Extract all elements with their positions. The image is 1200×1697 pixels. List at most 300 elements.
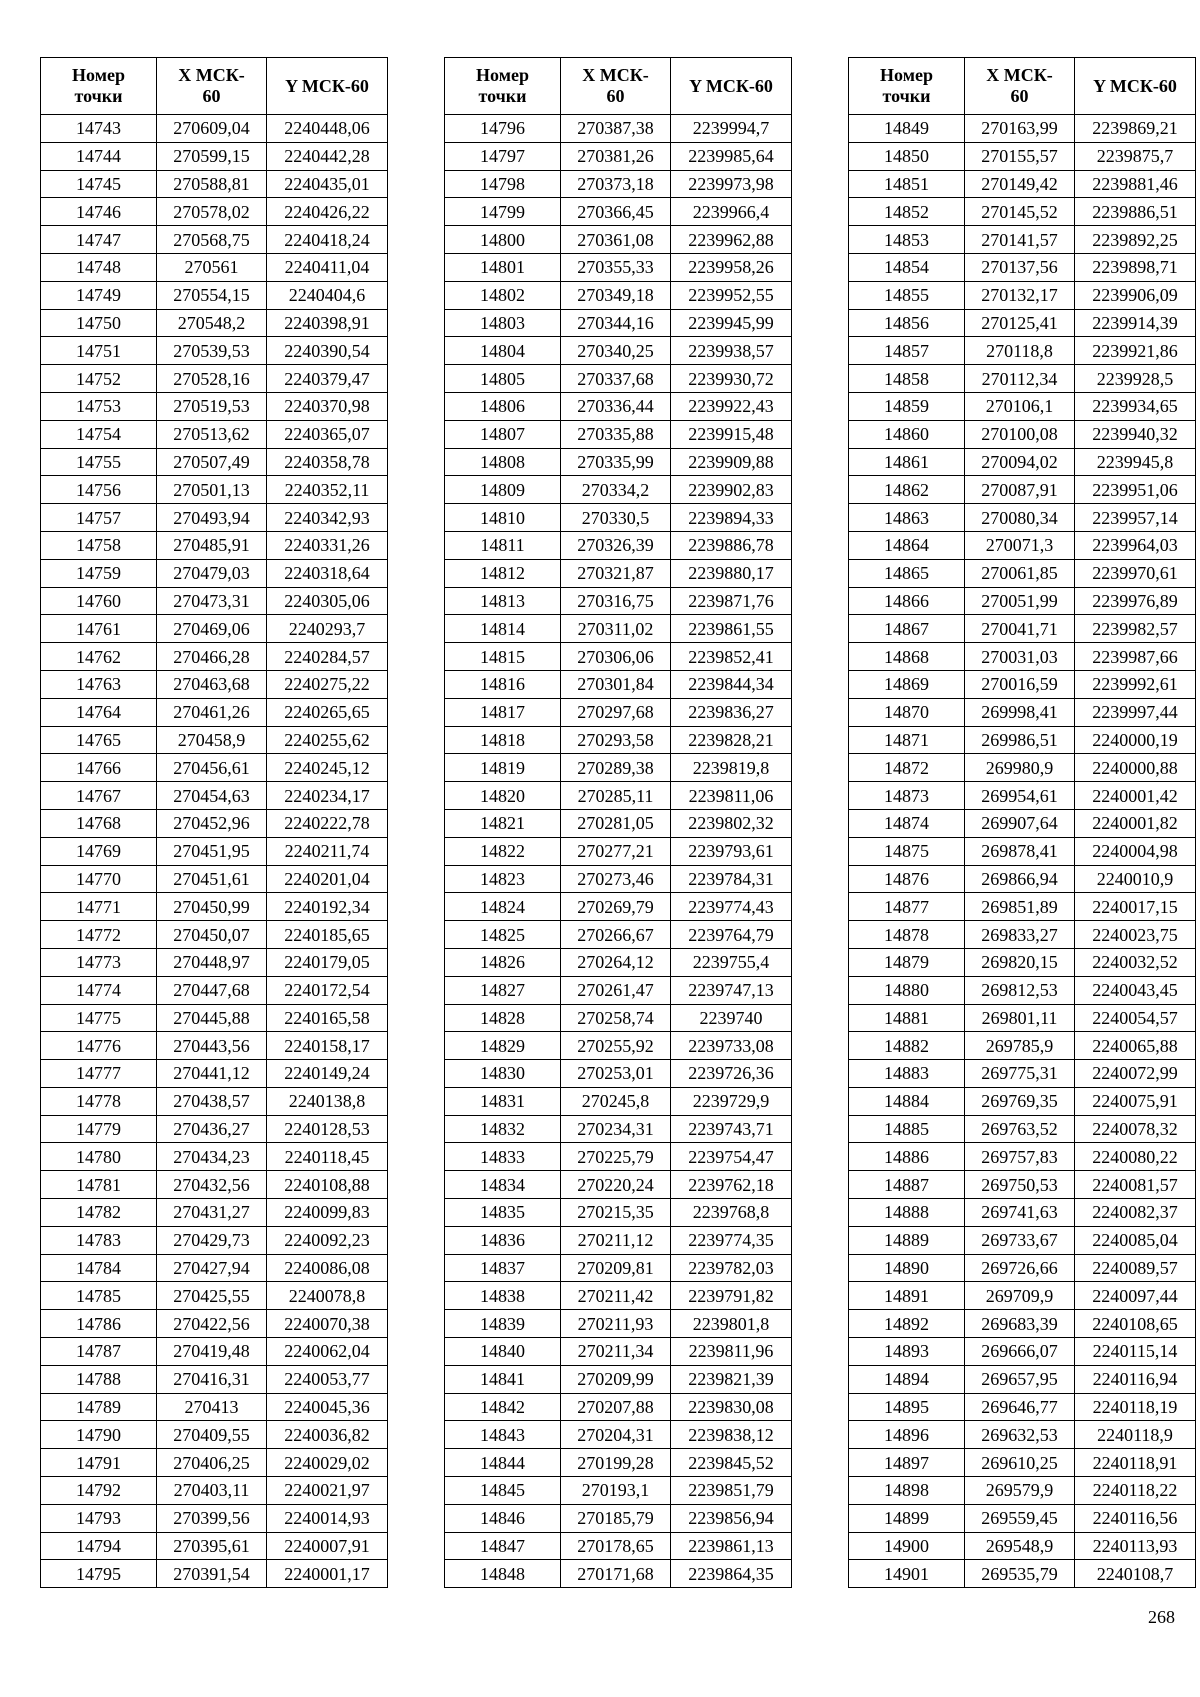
x-coordinate-cell: 270349,18	[561, 281, 671, 309]
table-row	[41, 226, 388, 254]
x-coordinate-cell: 270335,99	[561, 448, 671, 476]
point-number-cell: 14773	[41, 948, 157, 976]
y-coordinate-cell: 2240172,54	[267, 976, 388, 1004]
table-row	[41, 504, 388, 532]
point-number-cell: 14786	[41, 1310, 157, 1338]
table-row	[41, 1365, 388, 1393]
y-coordinate-cell: 2240017,15	[1075, 893, 1196, 921]
point-number-cell: 14808	[445, 448, 561, 476]
x-coordinate-cell: 270361,08	[561, 226, 671, 254]
y-coordinate-cell: 2240075,91	[1075, 1087, 1196, 1115]
y-coordinate-cell: 2240404,6	[267, 281, 388, 309]
x-coordinate-cell: 270451,95	[157, 837, 267, 865]
x-coordinate-cell: 270548,2	[157, 309, 267, 337]
x-coordinate-cell: 270561	[157, 253, 267, 281]
point-number-cell: 14788	[41, 1365, 157, 1393]
x-coordinate-cell: 269785,9	[965, 1032, 1075, 1060]
y-coordinate-cell: 2240275,22	[267, 670, 388, 698]
point-number-cell: 14822	[445, 837, 561, 865]
point-number-cell: 14753	[41, 392, 157, 420]
point-number-cell: 14791	[41, 1449, 157, 1477]
point-number-cell: 14787	[41, 1338, 157, 1366]
point-number-cell: 14850	[849, 142, 965, 170]
table-row	[849, 1060, 1196, 1088]
y-coordinate-cell: 2239762,18	[671, 1171, 792, 1199]
y-coordinate-cell: 2239902,83	[671, 476, 792, 504]
table-row	[849, 1504, 1196, 1532]
x-coordinate-cell: 270211,34	[561, 1338, 671, 1366]
y-coordinate-cell: 2239964,03	[1075, 531, 1196, 559]
x-coordinate-cell: 270340,25	[561, 337, 671, 365]
table-row	[41, 698, 388, 726]
point-number-cell: 14776	[41, 1032, 157, 1060]
y-coordinate-cell: 2240010,9	[1075, 865, 1196, 893]
point-number-cell: 14807	[445, 420, 561, 448]
x-coordinate-cell: 270493,94	[157, 504, 267, 532]
table-row	[445, 365, 792, 393]
y-coordinate-cell: 2240118,91	[1075, 1449, 1196, 1477]
point-number-cell: 14879	[849, 948, 965, 976]
point-number-cell: 14833	[445, 1143, 561, 1171]
point-number-cell: 14820	[445, 782, 561, 810]
y-coordinate-cell: 2240398,91	[267, 309, 388, 337]
x-coordinate-cell: 270141,57	[965, 226, 1075, 254]
x-coordinate-cell: 270451,61	[157, 865, 267, 893]
x-coordinate-cell: 270422,56	[157, 1310, 267, 1338]
coordinates-table-2	[444, 57, 792, 1588]
y-coordinate-cell: 2240021,97	[267, 1477, 388, 1505]
table-row	[445, 559, 792, 587]
y-coordinate-cell: 2239852,41	[671, 643, 792, 671]
y-coordinate-cell: 2239921,86	[1075, 337, 1196, 365]
point-number-cell: 14757	[41, 504, 157, 532]
table-row	[41, 865, 388, 893]
table-row	[849, 226, 1196, 254]
x-coordinate-cell: 269726,66	[965, 1254, 1075, 1282]
x-coordinate-cell: 270599,15	[157, 142, 267, 170]
point-number-cell: 14848	[445, 1560, 561, 1588]
point-number-cell: 14815	[445, 643, 561, 671]
point-number-cell: 14832	[445, 1115, 561, 1143]
point-number-cell: 14769	[41, 837, 157, 865]
table-row	[41, 587, 388, 615]
table-row	[41, 893, 388, 921]
x-coordinate-cell: 270071,3	[965, 531, 1075, 559]
table-row	[849, 531, 1196, 559]
point-number-cell: 14782	[41, 1199, 157, 1227]
x-coordinate-cell: 270145,52	[965, 198, 1075, 226]
x-coordinate-cell: 270381,26	[561, 142, 671, 170]
point-number-cell: 14872	[849, 754, 965, 782]
point-number-cell: 14816	[445, 670, 561, 698]
point-number-cell: 14765	[41, 726, 157, 754]
table-row	[41, 1032, 388, 1060]
x-coordinate-cell: 270051,99	[965, 587, 1075, 615]
y-coordinate-cell: 2240092,23	[267, 1226, 388, 1254]
x-coordinate-cell: 270438,57	[157, 1087, 267, 1115]
table-row	[849, 1338, 1196, 1366]
point-number-cell: 14838	[445, 1282, 561, 1310]
y-coordinate-cell: 2240116,94	[1075, 1365, 1196, 1393]
x-coordinate-cell: 270301,84	[561, 670, 671, 698]
x-coordinate-cell: 269548,9	[965, 1532, 1075, 1560]
point-number-cell: 14881	[849, 1004, 965, 1032]
y-coordinate-cell: 2239755,4	[671, 948, 792, 976]
table-row	[41, 170, 388, 198]
y-coordinate-cell: 2239764,79	[671, 921, 792, 949]
y-coordinate-cell: 2240070,38	[267, 1310, 388, 1338]
table-row	[41, 1143, 388, 1171]
x-coordinate-cell: 270463,68	[157, 670, 267, 698]
table-row	[849, 309, 1196, 337]
table-row	[849, 1532, 1196, 1560]
table-row	[445, 1504, 792, 1532]
y-coordinate-cell: 2240023,75	[1075, 921, 1196, 949]
x-coordinate-cell: 270118,8	[965, 337, 1075, 365]
header-y-coordinate: Y МСК-60	[1075, 58, 1196, 115]
point-number-cell: 14899	[849, 1504, 965, 1532]
table-row	[445, 476, 792, 504]
x-coordinate-cell: 270080,34	[965, 504, 1075, 532]
x-coordinate-cell: 270225,79	[561, 1143, 671, 1171]
table-row	[849, 115, 1196, 143]
y-coordinate-cell: 2239791,82	[671, 1282, 792, 1310]
y-coordinate-cell: 2240158,17	[267, 1032, 388, 1060]
table-row	[445, 1393, 792, 1421]
table-row	[445, 170, 792, 198]
x-coordinate-cell: 270316,75	[561, 587, 671, 615]
y-coordinate-cell: 2239821,39	[671, 1365, 792, 1393]
y-coordinate-cell: 2240128,53	[267, 1115, 388, 1143]
point-number-cell: 14867	[849, 615, 965, 643]
point-number-cell: 14809	[445, 476, 561, 504]
x-coordinate-cell: 270204,31	[561, 1421, 671, 1449]
table-row	[41, 365, 388, 393]
table-row	[445, 226, 792, 254]
x-coordinate-cell: 270403,11	[157, 1477, 267, 1505]
table-row	[41, 1282, 388, 1310]
point-number-cell: 14778	[41, 1087, 157, 1115]
table-row	[41, 976, 388, 1004]
table-row	[849, 559, 1196, 587]
table-row	[849, 1199, 1196, 1227]
point-number-cell: 14837	[445, 1254, 561, 1282]
y-coordinate-cell: 2239726,36	[671, 1060, 792, 1088]
y-coordinate-cell: 2239774,35	[671, 1226, 792, 1254]
point-number-cell: 14796	[445, 115, 561, 143]
point-number-cell: 14846	[445, 1504, 561, 1532]
y-coordinate-cell: 2239819,8	[671, 754, 792, 782]
point-number-cell: 14882	[849, 1032, 965, 1060]
point-number-cell: 14751	[41, 337, 157, 365]
point-number-cell: 14869	[849, 670, 965, 698]
point-number-cell: 14792	[41, 1477, 157, 1505]
x-coordinate-cell: 270387,38	[561, 115, 671, 143]
point-number-cell: 14802	[445, 281, 561, 309]
table-row	[849, 1087, 1196, 1115]
point-number-cell: 14841	[445, 1365, 561, 1393]
y-coordinate-cell: 2240342,93	[267, 504, 388, 532]
table-row	[41, 115, 388, 143]
x-coordinate-cell: 270326,39	[561, 531, 671, 559]
table-row	[445, 893, 792, 921]
x-coordinate-cell: 270334,2	[561, 476, 671, 504]
point-number-cell: 14875	[849, 837, 965, 865]
table-row	[445, 1338, 792, 1366]
x-coordinate-cell: 270469,06	[157, 615, 267, 643]
y-coordinate-cell: 2240086,08	[267, 1254, 388, 1282]
x-coordinate-cell: 269733,67	[965, 1226, 1075, 1254]
table-row	[445, 1421, 792, 1449]
point-number-cell: 14877	[849, 893, 965, 921]
y-coordinate-cell: 2239856,94	[671, 1504, 792, 1532]
y-coordinate-cell: 2240007,91	[267, 1532, 388, 1560]
x-coordinate-cell: 270479,03	[157, 559, 267, 587]
point-number-cell: 14772	[41, 921, 157, 949]
point-number-cell: 14885	[849, 1115, 965, 1143]
point-number-cell: 14814	[445, 615, 561, 643]
table-row	[849, 1449, 1196, 1477]
point-number-cell: 14777	[41, 1060, 157, 1088]
point-number-cell: 14892	[849, 1310, 965, 1338]
y-coordinate-cell: 2240081,57	[1075, 1171, 1196, 1199]
x-coordinate-cell: 269833,27	[965, 921, 1075, 949]
y-coordinate-cell: 2239962,88	[671, 226, 792, 254]
x-coordinate-cell: 270458,9	[157, 726, 267, 754]
y-coordinate-cell: 2240211,74	[267, 837, 388, 865]
table-row	[445, 115, 792, 143]
table-row	[41, 559, 388, 587]
y-coordinate-cell: 2239934,65	[1075, 392, 1196, 420]
y-coordinate-cell: 2240179,05	[267, 948, 388, 976]
x-coordinate-cell: 270450,07	[157, 921, 267, 949]
x-coordinate-cell: 270461,26	[157, 698, 267, 726]
y-coordinate-cell: 2240001,82	[1075, 809, 1196, 837]
x-coordinate-cell: 270434,23	[157, 1143, 267, 1171]
x-coordinate-cell: 270409,55	[157, 1421, 267, 1449]
table-row	[849, 587, 1196, 615]
table-row	[445, 1087, 792, 1115]
x-coordinate-cell: 270155,57	[965, 142, 1075, 170]
table-row	[41, 670, 388, 698]
point-number-cell: 14827	[445, 976, 561, 1004]
table-row	[445, 1032, 792, 1060]
y-coordinate-cell: 2240284,57	[267, 643, 388, 671]
table-row	[445, 1560, 792, 1588]
table-row	[41, 1477, 388, 1505]
point-number-cell: 14810	[445, 504, 561, 532]
table-row	[41, 782, 388, 810]
table-row	[41, 1338, 388, 1366]
point-number-cell: 14851	[849, 170, 965, 198]
x-coordinate-cell: 269775,31	[965, 1060, 1075, 1088]
x-coordinate-cell: 270321,87	[561, 559, 671, 587]
x-coordinate-cell: 269709,9	[965, 1282, 1075, 1310]
y-coordinate-cell: 2240082,37	[1075, 1199, 1196, 1227]
header-point-number: Номер точки	[445, 58, 561, 115]
x-coordinate-cell: 270436,27	[157, 1115, 267, 1143]
x-coordinate-cell: 270041,71	[965, 615, 1075, 643]
x-coordinate-cell: 270445,88	[157, 1004, 267, 1032]
point-number-cell: 14768	[41, 809, 157, 837]
table-row	[445, 726, 792, 754]
table-row	[41, 309, 388, 337]
header-x-coordinate: X МСК- 60	[965, 58, 1075, 115]
y-coordinate-cell: 2240000,88	[1075, 754, 1196, 782]
y-coordinate-cell: 2240116,56	[1075, 1504, 1196, 1532]
point-number-cell: 14758	[41, 531, 157, 559]
y-coordinate-cell: 2240358,78	[267, 448, 388, 476]
y-coordinate-cell: 2239793,61	[671, 837, 792, 865]
x-coordinate-cell: 270220,24	[561, 1171, 671, 1199]
table-row	[445, 448, 792, 476]
point-number-cell: 14749	[41, 281, 157, 309]
x-coordinate-cell: 270311,02	[561, 615, 671, 643]
x-coordinate-cell: 270087,91	[965, 476, 1075, 504]
point-number-cell: 14901	[849, 1560, 965, 1588]
point-number-cell: 14797	[445, 142, 561, 170]
x-coordinate-cell: 269741,63	[965, 1199, 1075, 1227]
y-coordinate-cell: 2240115,14	[1075, 1338, 1196, 1366]
x-coordinate-cell: 270269,79	[561, 893, 671, 921]
x-coordinate-cell: 269866,94	[965, 865, 1075, 893]
x-coordinate-cell: 269683,39	[965, 1310, 1075, 1338]
x-coordinate-cell: 270578,02	[157, 198, 267, 226]
x-coordinate-cell: 270355,33	[561, 253, 671, 281]
x-coordinate-cell: 270277,21	[561, 837, 671, 865]
x-coordinate-cell: 270406,25	[157, 1449, 267, 1477]
table-row	[445, 253, 792, 281]
y-coordinate-cell: 2240305,06	[267, 587, 388, 615]
point-number-cell: 14800	[445, 226, 561, 254]
table-row	[41, 643, 388, 671]
table-row	[849, 670, 1196, 698]
table-row	[445, 643, 792, 671]
x-coordinate-cell: 269763,52	[965, 1115, 1075, 1143]
table-row	[849, 198, 1196, 226]
point-number-cell: 14794	[41, 1532, 157, 1560]
table-row	[41, 1004, 388, 1032]
y-coordinate-cell: 2239892,25	[1075, 226, 1196, 254]
x-coordinate-cell: 270207,88	[561, 1393, 671, 1421]
table-row	[41, 809, 388, 837]
y-coordinate-cell: 2239970,61	[1075, 559, 1196, 587]
y-coordinate-cell: 2239733,08	[671, 1032, 792, 1060]
table-row	[849, 837, 1196, 865]
x-coordinate-cell: 269998,41	[965, 698, 1075, 726]
x-coordinate-cell: 270264,12	[561, 948, 671, 976]
point-number-cell: 14745	[41, 170, 157, 198]
point-number-cell: 14750	[41, 309, 157, 337]
y-coordinate-cell: 2239997,44	[1075, 698, 1196, 726]
x-coordinate-cell: 270245,8	[561, 1087, 671, 1115]
y-coordinate-cell: 2240072,99	[1075, 1060, 1196, 1088]
table-row	[445, 976, 792, 1004]
y-coordinate-cell: 2239881,46	[1075, 170, 1196, 198]
table-row	[41, 921, 388, 949]
point-number-cell: 14863	[849, 504, 965, 532]
table-row	[849, 1282, 1196, 1310]
point-number-cell: 14754	[41, 420, 157, 448]
y-coordinate-cell: 2240352,11	[267, 476, 388, 504]
x-coordinate-cell: 269579,9	[965, 1477, 1075, 1505]
y-coordinate-cell: 2240113,93	[1075, 1532, 1196, 1560]
x-coordinate-cell: 270149,42	[965, 170, 1075, 198]
table-row	[445, 837, 792, 865]
table-row	[41, 1449, 388, 1477]
y-coordinate-cell: 2239957,14	[1075, 504, 1196, 532]
x-coordinate-cell: 269632,53	[965, 1421, 1075, 1449]
y-coordinate-cell: 2239845,52	[671, 1449, 792, 1477]
x-coordinate-cell: 270528,16	[157, 365, 267, 393]
y-coordinate-cell: 2239838,12	[671, 1421, 792, 1449]
x-coordinate-cell: 270266,67	[561, 921, 671, 949]
point-number-cell: 14824	[445, 893, 561, 921]
x-coordinate-cell: 270466,28	[157, 643, 267, 671]
point-number-cell: 14890	[849, 1254, 965, 1282]
table-row	[849, 504, 1196, 532]
point-number-cell: 14830	[445, 1060, 561, 1088]
x-coordinate-cell: 270306,06	[561, 643, 671, 671]
point-number-cell: 14871	[849, 726, 965, 754]
y-coordinate-cell: 2240099,83	[267, 1199, 388, 1227]
header-y-coordinate: Y МСК-60	[267, 58, 388, 115]
point-number-cell: 14828	[445, 1004, 561, 1032]
x-coordinate-cell: 270429,73	[157, 1226, 267, 1254]
y-coordinate-cell: 2239898,71	[1075, 253, 1196, 281]
point-number-cell: 14762	[41, 643, 157, 671]
y-coordinate-cell: 2239754,47	[671, 1143, 792, 1171]
y-coordinate-cell: 2239801,8	[671, 1310, 792, 1338]
point-number-cell: 14866	[849, 587, 965, 615]
x-coordinate-cell: 270336,44	[561, 392, 671, 420]
point-number-cell: 14798	[445, 170, 561, 198]
table-row	[41, 1087, 388, 1115]
point-number-cell: 14801	[445, 253, 561, 281]
y-coordinate-cell: 2240085,04	[1075, 1226, 1196, 1254]
x-coordinate-cell: 270588,81	[157, 170, 267, 198]
y-coordinate-cell: 2239938,57	[671, 337, 792, 365]
table-row	[445, 1171, 792, 1199]
point-number-cell: 14748	[41, 253, 157, 281]
y-coordinate-cell: 2240004,98	[1075, 837, 1196, 865]
y-coordinate-cell: 2240029,02	[267, 1449, 388, 1477]
x-coordinate-cell: 270199,28	[561, 1449, 671, 1477]
y-coordinate-cell: 2240078,32	[1075, 1115, 1196, 1143]
table-row	[445, 142, 792, 170]
y-coordinate-cell: 2239966,4	[671, 198, 792, 226]
point-number-cell: 14775	[41, 1004, 157, 1032]
table-row	[849, 420, 1196, 448]
y-coordinate-cell: 2239930,72	[671, 365, 792, 393]
table-row	[849, 1310, 1196, 1338]
x-coordinate-cell: 269851,89	[965, 893, 1075, 921]
y-coordinate-cell: 2239811,96	[671, 1338, 792, 1366]
table-row	[41, 1115, 388, 1143]
point-number-cell: 14834	[445, 1171, 561, 1199]
x-coordinate-cell: 270293,58	[561, 726, 671, 754]
point-number-cell: 14756	[41, 476, 157, 504]
point-number-cell: 14857	[849, 337, 965, 365]
x-coordinate-cell: 269907,64	[965, 809, 1075, 837]
x-coordinate-cell: 270211,12	[561, 1226, 671, 1254]
y-coordinate-cell: 2240255,62	[267, 726, 388, 754]
point-number-cell: 14803	[445, 309, 561, 337]
table-row	[849, 476, 1196, 504]
table-row	[849, 1560, 1196, 1588]
table-row	[445, 698, 792, 726]
x-coordinate-cell: 270261,47	[561, 976, 671, 1004]
